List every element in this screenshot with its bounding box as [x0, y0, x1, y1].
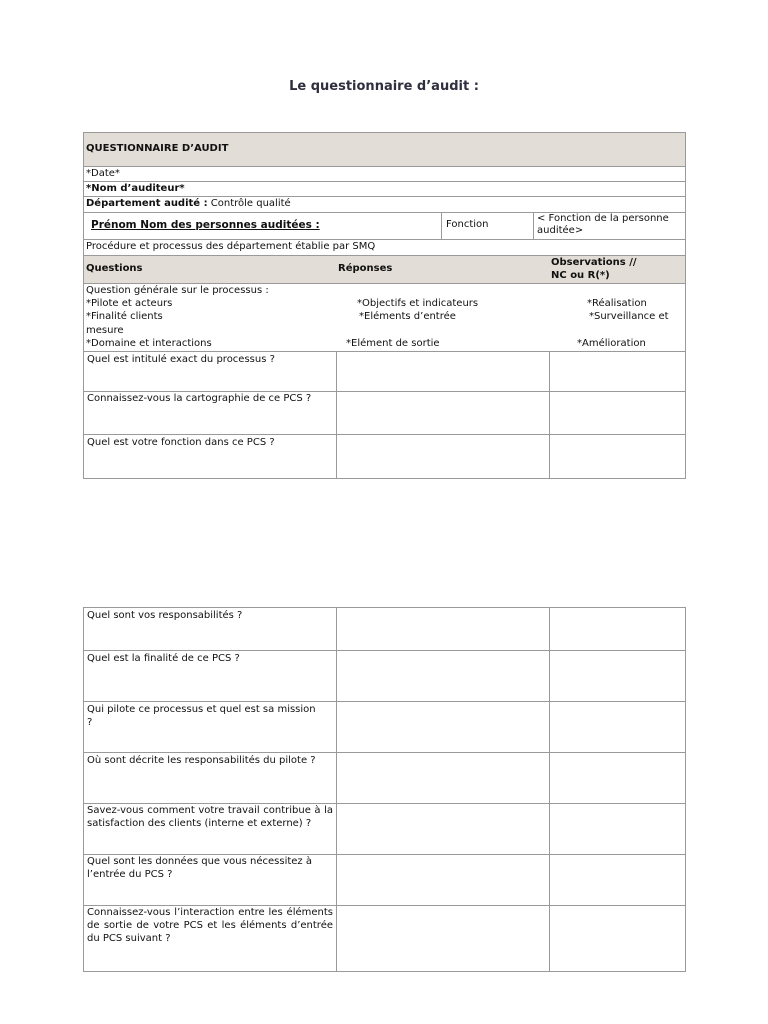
table-row: Connaissez-vous l’interaction entre les éléments de sortie de votre PCS et les éléments d’entrée du PCS suivant ? [87, 907, 333, 944]
column-questions: Questions [86, 263, 143, 274]
item-finalite: *Finalité clients [86, 311, 163, 322]
item-element-sortie: *Elément de sortie [346, 338, 440, 349]
item-mesure: mesure [86, 325, 124, 336]
auditor-field: *Nom d’auditeur* [86, 183, 185, 194]
item-surveillance: *Surveillance et [589, 311, 669, 322]
table-row: Qui pilote ce processus et quel est sa mission ? [87, 704, 316, 728]
item-amelioration: *Amélioration [577, 338, 646, 349]
item-domaine: *Domaine et interactions [86, 338, 212, 349]
procedure-field: Procédure et processus des département établie par SMQ [86, 241, 376, 252]
department-value: Contrôle qualité [210, 198, 291, 209]
table-row: Quel sont les données que vous nécessitez à l’entrée du PCS ? [87, 856, 312, 880]
table-row: Quel sont vos responsabilités ? [87, 610, 243, 621]
table-row: Quel est la finalité de ce PCS ? [87, 653, 240, 664]
page-title: Le questionnaire d’audit : [289, 79, 479, 94]
function-label: Fonction [446, 219, 489, 230]
function-value: < Fonction de la personne auditée> [537, 213, 669, 236]
item-realisation: *Réalisation [587, 298, 647, 309]
date-field: *Date* [86, 168, 120, 179]
item-elements-entree: *Eléments d’entrée [359, 311, 456, 322]
table-row: Quel est intitulé exact du processus ? [87, 354, 275, 365]
item-objectifs: *Objectifs et indicateurs [357, 298, 479, 309]
table-row: Savez-vous comment votre travail contribue à la satisfaction des clients (interne et externe) ? [87, 805, 333, 829]
table-row: Quel est votre fonction dans ce PCS ? [87, 437, 275, 448]
column-observations: Observations // NC ou R(*) [551, 257, 637, 281]
item-pilote: *Pilote et acteurs [86, 298, 173, 309]
form-heading: QUESTIONNAIRE D’AUDIT [86, 143, 229, 154]
audited-names-label: Prénom Nom des personnes auditées : [91, 219, 320, 231]
general-intro: Question générale sur le processus : [86, 285, 269, 296]
department-label: Département audité : [86, 198, 208, 209]
table-row: Connaissez-vous la cartographie de ce PCS ? [87, 393, 312, 404]
column-answers: Réponses [338, 263, 393, 274]
table-row: Où sont décrite les responsabilités du pilote ? [87, 755, 316, 766]
department-field [86, 198, 291, 210]
